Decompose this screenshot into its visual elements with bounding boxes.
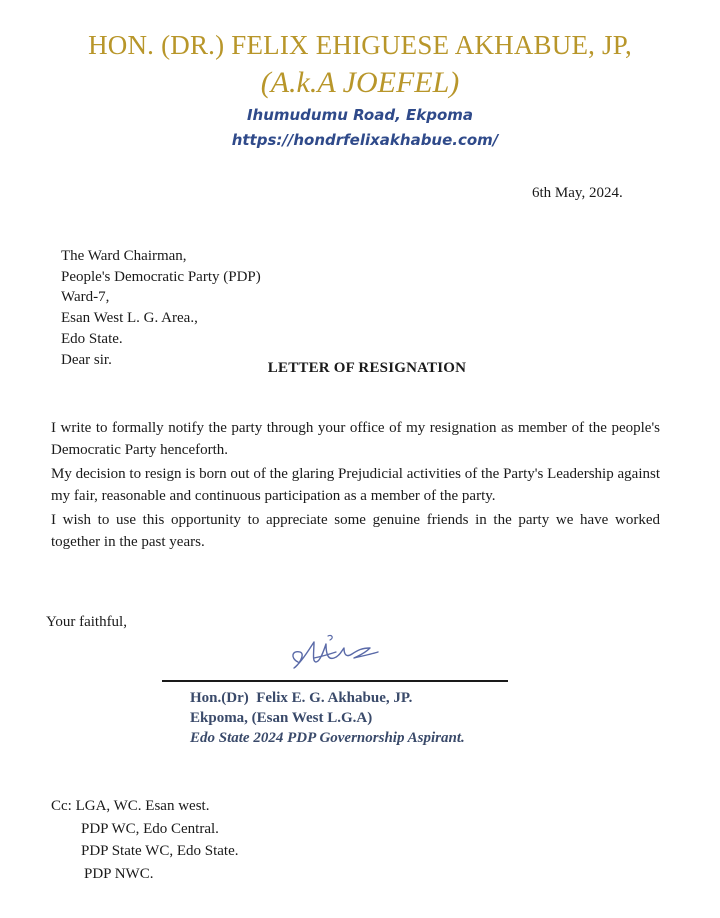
salutation: Dear sir. [61,351,112,368]
letterhead-website: https://hondrfelixakhabue.com/ [231,131,499,149]
cc-line: Cc: LGA, WC. Esan west. [51,798,210,814]
recipient-line: Esan West L. G. Area., [61,310,198,327]
body-paragraph: My decision to resign is born out of the glaring Prejudicial activities of the Party's Leadership against my fair, reasonable and continuous participation as a member of the party. [51,466,660,504]
letterhead-aka: (A.k.A JOEFEL) [260,66,460,99]
cc-line: PDP NWC. [84,866,154,883]
closing: Your faithful, [46,614,127,630]
letter-subject: LETTER OF RESIGNATION [267,360,467,376]
recipient-line: Ward-7, [61,289,110,306]
recipient-line: The Ward Chairman, [61,248,187,264]
body-paragraph: I wish to use this opportunity to appreciate some genuine friends in the party we have worked together in the past years. [51,512,660,550]
recipient-line: Edo State. [61,330,123,347]
recipient-block [61,246,261,370]
signature-line [162,680,508,682]
signer-name: Hon.(Dr) Felix E. G. Akhabue, JP. [190,690,413,706]
letterhead-name: HON. (DR.) FELIX EHIGUESE AKHABUE, JP, [88,30,632,60]
signer-block [190,688,465,748]
signer-role: Edo State 2024 PDP Governorship Aspirant. [190,730,465,746]
signature-icon [284,628,394,680]
cc-line: PDP State WC, Edo State. [81,843,239,860]
signer-location: Ekpoma, (Esan West L.G.A) [190,710,373,726]
cc-line: PDP WC, Edo Central. [81,820,219,837]
body-paragraph: I write to formally notify the party through your office of my resignation as member of the people's Democratic Party henceforth. [51,420,660,458]
letter-body [51,417,660,555]
letter-date: 6th May, 2024. [532,185,623,201]
letterhead-address: Ihumudumu Road, Ekpoma [246,106,474,124]
recipient-line: People's Democratic Party (PDP) [61,268,261,285]
cc-block [51,795,239,886]
